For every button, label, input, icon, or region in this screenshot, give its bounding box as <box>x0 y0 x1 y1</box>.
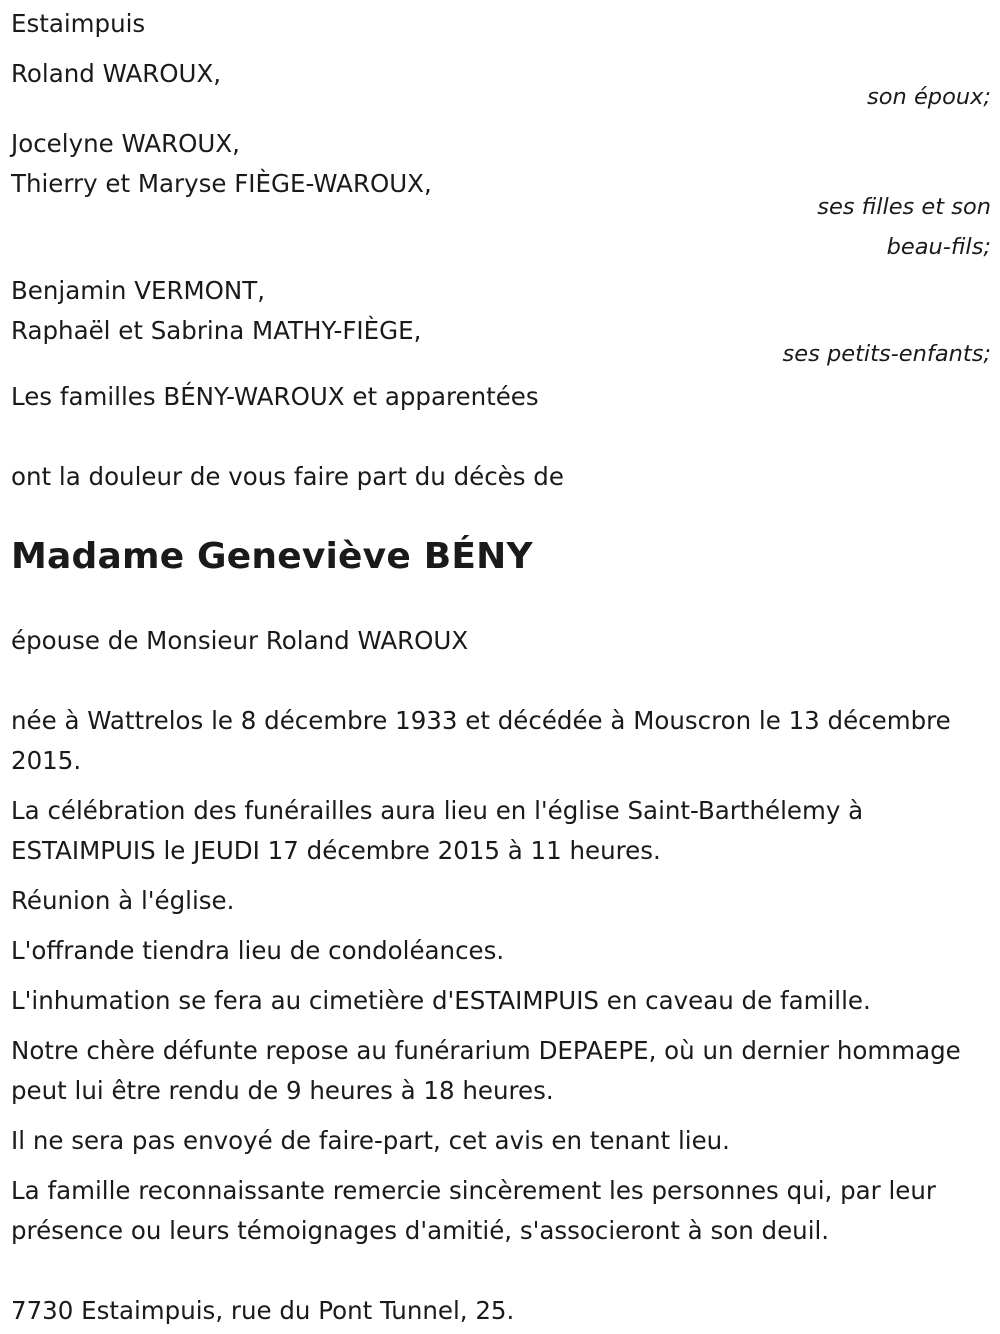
reunion-paragraph: Réunion à l'église. <box>11 886 235 915</box>
birth-death-paragraph: née à Wattrelos le 8 décembre 1933 et décédée à Mouscron le 13 décembre 2015. <box>11 706 951 775</box>
family-member-name: Thierry et Maryse FIÈGE-WAROUX, <box>11 169 432 198</box>
offering-paragraph: L'offrande tiendra lieu de condoléances. <box>11 936 505 965</box>
rest-paragraph: Notre chère défunte repose au funérarium DEPAEPE, où un dernier hommage peut lui être rendu de 9 heures à 18 heures. <box>11 1036 961 1105</box>
family-relation: beau-fils; <box>886 234 991 260</box>
family-relation: son époux; <box>867 84 991 110</box>
family-member-name: Raphaël et Sabrina MATHY-FIÈGE, <box>11 316 422 345</box>
family-group-children <box>11 124 991 267</box>
family-member-name: Jocelyne WAROUX, <box>11 129 240 158</box>
address-line: 7730 Estaimpuis, rue du Pont Tunnel, 25. <box>11 1296 515 1325</box>
no-card-paragraph: Il ne sera pas envoyé de faire-part, cet avis en tenant lieu. <box>11 1126 730 1155</box>
family-relation: ses filles et son <box>817 194 991 220</box>
family-relation: ses petits-enfants; <box>782 341 991 367</box>
announcement: ont la douleur de vous faire part du décès de <box>11 462 564 491</box>
deceased-spouse: épouse de Monsieur Roland WAROUX <box>11 626 469 655</box>
deceased-name: Madame Geneviève BÉNY <box>11 536 533 577</box>
celebration-paragraph: La célébration des funérailles aura lieu en l'église Saint-Barthélemy à ESTAIMPUIS le JEUDI 17 décembre 2015 à 11 heures. <box>11 796 864 865</box>
thanks-paragraph: La famille reconnaissante remercie sincèrement les personnes qui, par leur présence ou leurs témoignages d'amitié, s'associeront à son deuil. <box>11 1176 936 1245</box>
families-line: Les familles BÉNY-WAROUX et apparentées <box>11 382 539 411</box>
burial-paragraph: L'inhumation se fera au cimetière d'ESTAIMPUIS en caveau de famille. <box>11 986 871 1015</box>
town-heading: Estaimpuis <box>11 9 146 38</box>
family-member-name: Benjamin VERMONT, <box>11 276 265 305</box>
family-group-grandchildren <box>11 271 991 374</box>
death-notice <box>11 4 991 1331</box>
family-member-name: Roland WAROUX, <box>11 59 222 88</box>
family-group-spouse <box>11 54 991 117</box>
